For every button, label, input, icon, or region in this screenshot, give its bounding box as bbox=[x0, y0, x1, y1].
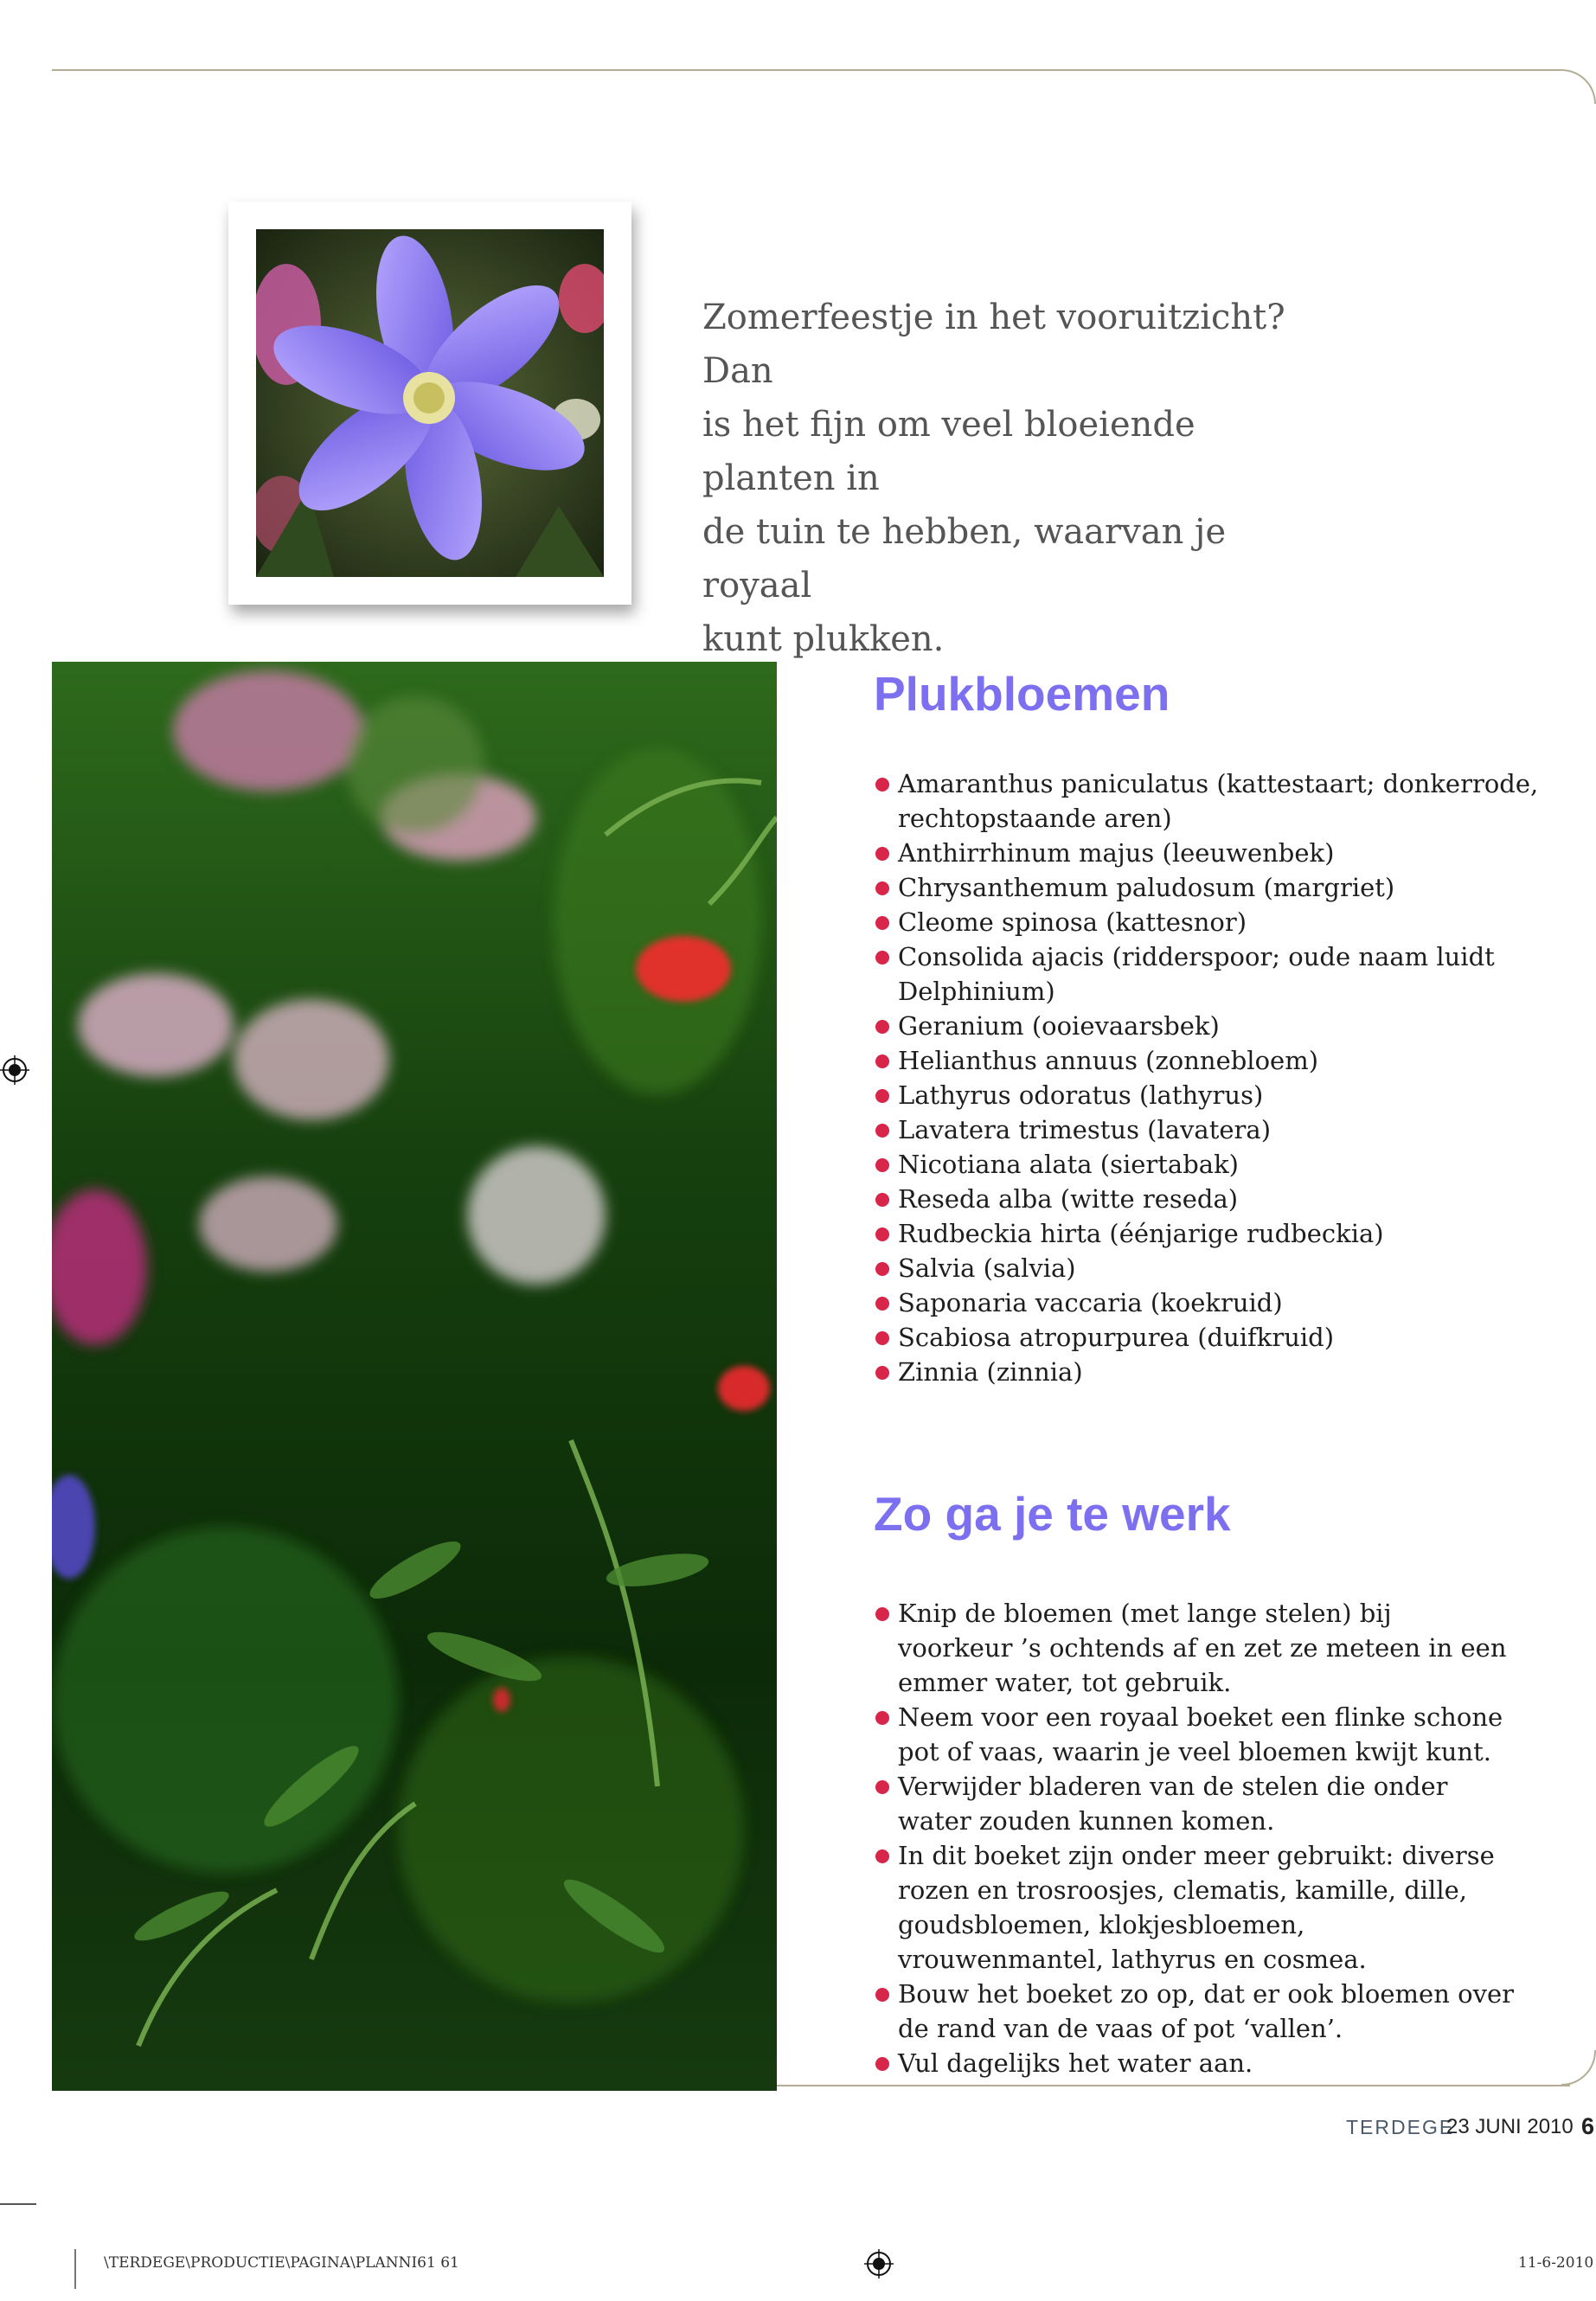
list-item: Lathyrus odoratus (lathyrus) bbox=[874, 1078, 1548, 1112]
list-item: Verwijder bladeren van de stelen die onder water zouden kunnen komen. bbox=[874, 1769, 1514, 1838]
bullet-icon bbox=[875, 1780, 889, 1794]
list-item: Amaranthus paniculatus (kattestaart; donkerrode, rechtopstaande aren) bbox=[874, 766, 1548, 836]
list-item: Knip de bloemen (met lange stelen) bij voorkeur ’s ochtends af en zet ze meteen in een emmer water, tot gebruik. bbox=[874, 1596, 1514, 1700]
list-item: Anthirrhinum majus (leeuwenbek) bbox=[874, 836, 1548, 870]
registration-mark-icon bbox=[0, 1055, 29, 1085]
bullet-icon bbox=[875, 916, 889, 930]
list-item: Bouw het boeket zo op, dat er ook bloemen over de rand van de vaas of pot ‘vallen’. bbox=[874, 1977, 1514, 2046]
bullet-icon bbox=[875, 1054, 889, 1068]
plant-list bbox=[874, 766, 1548, 1389]
list-item: Helianthus annuus (zonnebloem) bbox=[874, 1043, 1548, 1078]
bullet-icon bbox=[875, 951, 889, 965]
bullet-icon bbox=[875, 1124, 889, 1138]
list-item: Chrysanthemum paludosum (margriet) bbox=[874, 870, 1548, 905]
bullet-icon bbox=[875, 1158, 889, 1172]
list-item: Lavatera trimestus (lavatera) bbox=[874, 1112, 1548, 1147]
bullet-icon bbox=[875, 1297, 889, 1311]
list-item: Vul dagelijks het water aan. bbox=[874, 2046, 1514, 2080]
bullet-icon bbox=[875, 1020, 889, 1034]
page-number: 6 bbox=[1581, 2113, 1595, 2139]
bullet-icon bbox=[875, 1849, 889, 1863]
heading-plukbloemen: Plukbloemen bbox=[874, 667, 1170, 721]
list-item: Salvia (salvia) bbox=[874, 1251, 1548, 1285]
bullet-icon bbox=[875, 1331, 889, 1345]
bullet-icon bbox=[875, 1366, 889, 1380]
bullet-icon bbox=[875, 1262, 889, 1276]
list-item: Saponaria vaccaria (koekruid) bbox=[874, 1285, 1548, 1320]
bullet-icon bbox=[875, 778, 889, 792]
list-item: Reseda alba (witte reseda) bbox=[874, 1182, 1548, 1216]
bullet-icon bbox=[875, 881, 889, 895]
bullet-icon bbox=[875, 1607, 889, 1621]
bullet-icon bbox=[875, 1089, 889, 1103]
list-item: Scabiosa atropurpurea (duifkruid) bbox=[874, 1320, 1548, 1355]
top-rule bbox=[52, 69, 1561, 71]
heading-zo-ga-je-te-werk: Zo ga je te werk bbox=[874, 1487, 1231, 1541]
bottom-rule bbox=[770, 2085, 1570, 2086]
slug-file-path: \TERDEGE\PRODUCTIE\PAGINA\PLANNI61 61 bbox=[104, 2254, 459, 2272]
bullet-icon bbox=[875, 1193, 889, 1207]
list-item: In dit boeket zijn onder meer gebruikt: diverse rozen en trosroosjes, clematis, kamille, dille, goudsbloemen, klokjesbloemen, vrouwenmantel, lathyrus en cosmea. bbox=[874, 1838, 1514, 1977]
list-item: Zinnia (zinnia) bbox=[874, 1355, 1548, 1389]
crop-mark-bottom bbox=[74, 2249, 76, 2289]
intro-line: kunt plukken. bbox=[702, 619, 945, 659]
registration-mark-icon bbox=[864, 2249, 894, 2279]
bullet-icon bbox=[875, 1988, 889, 2002]
list-item: Geranium (ooievaarsbek) bbox=[874, 1009, 1548, 1043]
clematis-photo-frame bbox=[228, 202, 631, 605]
slug-date: 11-6-2010 bbox=[1518, 2254, 1594, 2272]
list-item: Rudbeckia hirta (éénjarige rudbeckia) bbox=[874, 1216, 1548, 1251]
bullet-icon bbox=[875, 1227, 889, 1241]
list-item: Cleome spinosa (kattesnor) bbox=[874, 905, 1548, 939]
intro-line: de tuin te hebben, waarvan je royaal bbox=[702, 512, 1227, 606]
bullet-icon bbox=[875, 847, 889, 861]
crop-mark-left bbox=[0, 2203, 36, 2205]
footer-date: 23 JUNI 2010 bbox=[1446, 2115, 1574, 2138]
bullet-icon bbox=[875, 2057, 889, 2071]
list-item: Neem voor een royaal boeket een flinke schone pot of vaas, waarin je veel bloemen kwijt kunt. bbox=[874, 1700, 1514, 1769]
intro-line: is het fijn om veel bloeiende planten in bbox=[702, 405, 1195, 498]
list-item: Nicotiana alata (siertabak) bbox=[874, 1147, 1548, 1182]
footer-brand: TERDEGE bbox=[1346, 2116, 1455, 2138]
garden-photo bbox=[52, 662, 777, 2091]
instructions-list bbox=[874, 1596, 1514, 2080]
clematis-photo bbox=[256, 229, 604, 577]
list-item: Consolida ajacis (ridderspoor; oude naam luidt Delphinium) bbox=[874, 939, 1548, 1009]
intro-paragraph bbox=[702, 291, 1325, 666]
intro-line: Zomerfeestje in het vooruitzicht? Dan bbox=[702, 298, 1285, 391]
bullet-icon bbox=[875, 1711, 889, 1725]
top-corner-curve bbox=[1544, 69, 1596, 104]
bottom-corner-curve bbox=[1561, 2050, 1596, 2086]
